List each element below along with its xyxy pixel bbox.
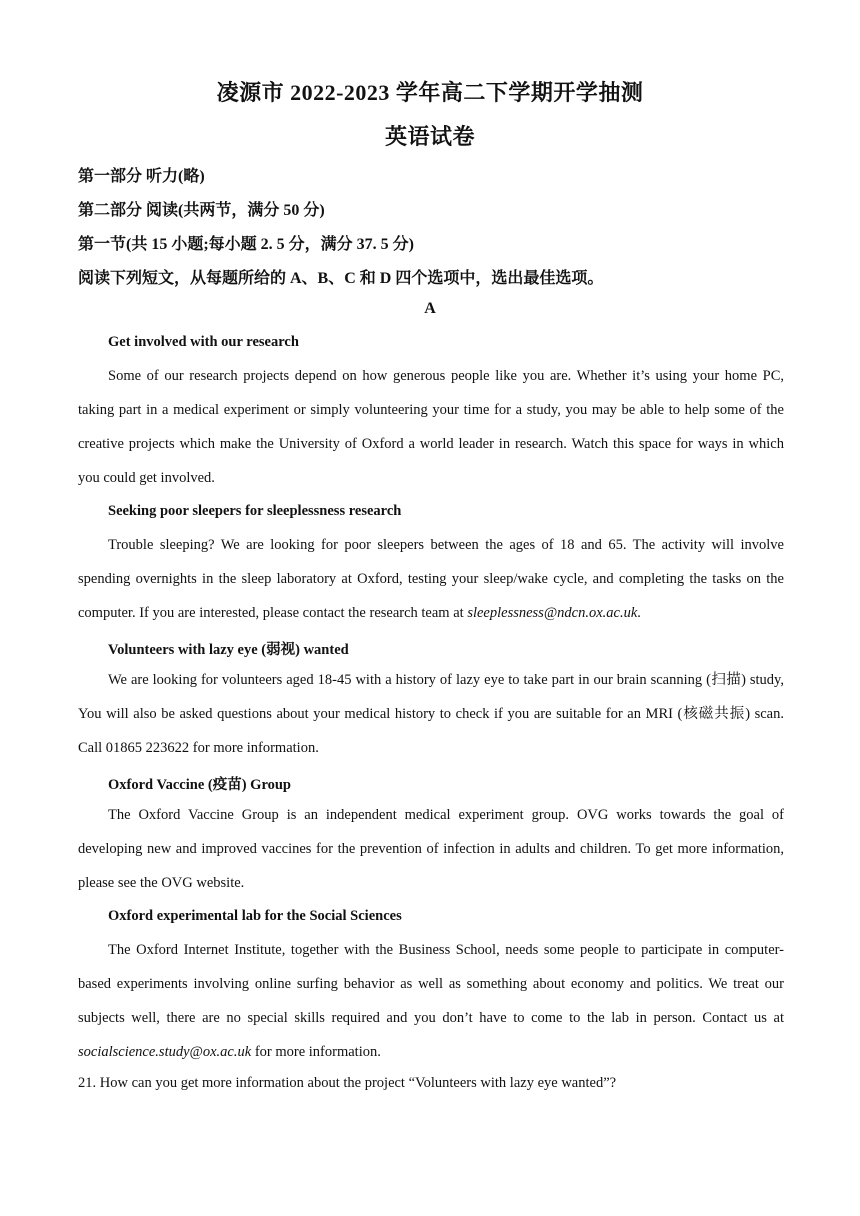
page-subtitle: 英语试卷 [384, 124, 475, 149]
question-21: 21. How can you get more information about the project “Volunteers with lazy eye wanted”? [78, 1075, 617, 1091]
passage-subheading: Oxford Vaccine (疫苗) Group [108, 777, 291, 793]
paragraph-text: The Oxford Internet Institute, together with the Business School, needs some people to participate in computer-based experiments involving online surfing behavior as well as something about economy and politics. We treat our subjects well, there are no special skills required and you don’t have to come to the lab in person. Contact us at [78, 942, 784, 1026]
passage-paragraph [78, 528, 784, 630]
passage-subheading: Oxford experimental lab for the Social Sciences [108, 908, 402, 924]
passage-paragraph: The Oxford Vaccine Group is an independent medical experiment group. OVG works towards the goal of developing new and improved vaccines for the prevention of infection in adults and children. To get more information, please see the OVG website. [78, 807, 784, 891]
passage-letter: A [424, 300, 436, 317]
paragraph-text: Trouble sleeping? We are looking for poor sleepers between the ages of 18 and 65. The activity will involve spending overnights in the sleep laboratory at Oxford, testing your sleep/wake cycle, and completing the tasks on the computer. If you are interested, please contact the research team at [78, 537, 784, 621]
page-title: 凌源市 2022-2023 学年高二下学期开学抽测 [216, 80, 644, 105]
passage-subheading: Get involved with our research [108, 334, 299, 350]
passage-paragraph: Some of our research projects depend on how generous people like you are. Whether it’s using your home PC, taking part in a medical experiment or simply volunteering your time for a study, you may be able to help some of the creative projects which make the University of Oxford a world leader in research. Watch this space for ways in which you could get involved. [78, 368, 784, 486]
passage-subheading: Volunteers with lazy eye (弱视) wanted [108, 642, 349, 658]
passage-paragraph [78, 933, 784, 1069]
instruction-text: 阅读下列短文，从每题所给的 A、B、C 和 D 四个选项中，选出最佳选项。 [78, 270, 604, 287]
passage-paragraph: We are looking for volunteers aged 18-45 with a history of lazy eye to take part in our brain scanning (扫描) study, You will also be asked questions about your medical history to check if you are suitable for an MRI (核磁共振) scan. Call 01865 223622 for more information. [78, 672, 784, 756]
email-address: sleeplessness@ndcn.ox.ac.uk [467, 605, 638, 621]
paragraph-text: . [637, 605, 641, 621]
email-address: socialscience.study@ox.ac.uk [78, 1044, 252, 1060]
section1-heading: 第一节(共 15 小题;每小题 2. 5 分，满分 37. 5 分) [78, 236, 414, 253]
passage-subheading: Seeking poor sleepers for sleeplessness research [108, 503, 402, 519]
part1-heading: 第一部分 听力(略) [78, 168, 205, 185]
paragraph-text: for more information. [251, 1044, 381, 1060]
part2-heading: 第二部分 阅读(共两节，满分 50 分) [78, 202, 325, 219]
